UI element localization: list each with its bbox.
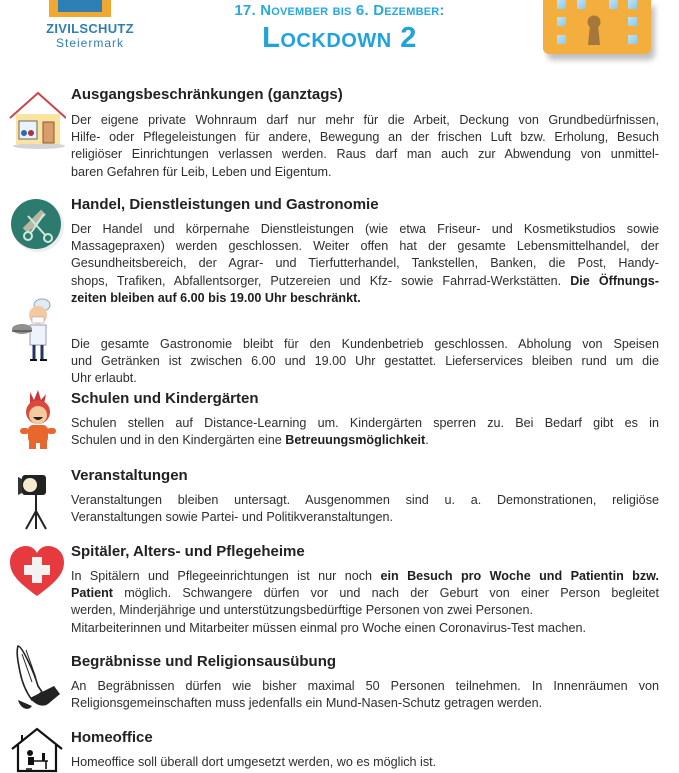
section-title: Homeoffice [71,729,153,746]
section-body [71,112,659,181]
house-icon [8,88,66,150]
body-line: Der eigene private Wohnraum darf nur mehr für die Arbeit, Deckung von Grundbedürfnissen, [71,113,659,127]
date-range: 17. November bis 6. Dezember: [234,2,445,19]
section-body [71,415,659,449]
section-title: Ausgangsbeschränkungen (ganztags) [71,86,343,103]
body-text: . [425,433,429,448]
bold-text: zeiten bleiben auf 6.00 bis 19.00 Uhr beschränkt. [71,290,361,305]
scissors-comb-icon [8,196,66,258]
body-line: und Getränken ist zwischen 6.00 und 19.00 Uhr gestattet. Lieferservices bleiben rund um die [71,354,659,369]
section-body [71,492,659,526]
spotlight-icon [8,467,66,533]
section-body [71,754,659,771]
child-icon [8,388,66,454]
keyhole-icon [586,15,602,47]
section-title: Handel, Dienstleistungen und Gastronomie [71,196,379,213]
body-line: Uhr erlaubt. [71,371,137,386]
praying-hands-icon [8,642,66,714]
body-line: Schulen stellen auf Distance-Learning um. Kindergärten sperren zu. Bei Bedarf gibt es in [71,416,659,430]
section-title: Veranstaltungen [71,467,188,484]
locked-building-icon [543,0,651,54]
body-line: Mitarbeiterinnen und Mitarbeiter müssen einmal pro Woche einen Coronavirus-Test machen. [71,620,586,635]
body-line: werden, Minderjährige und unterstützungsbedürftige Personen von zwei Personen. [71,603,534,618]
body-text: shops, Trafiken, Abfallentsorger, Putzereien und Kfz- sowie Fahrrad-Werkstätten. [71,273,571,288]
section-body [71,678,659,712]
body-line: Die gesamte Gastronomie bleibt für den Kundenbetrieb geschlossen. Abholung von Speisen [71,337,659,351]
body-text: Schulen und in den Kindergärten eine [71,433,286,448]
section-title: Schulen und Kindergärten [71,390,259,407]
body-line: Der Handel und körpernahe Dienstleistungen (wie etwa Friseur- und Kosmetikstudios sowie [71,222,659,236]
body-line: Hilfe- oder Pflegeleistungen für andere, Bewegung an der frischen Luft bzw. Erholung, Besuch [71,130,659,145]
section-title: Spitäler, Alters- und Pflegeheime [71,543,305,560]
logo-name: ZIVILSCHUTZ [46,21,134,36]
body-line: Massagepraxen) werden geschlossen. Weiter offen hat der gesamte Lebensmittelhandel, der [71,239,659,254]
body-line [71,290,659,307]
body-line [71,273,659,290]
header [0,0,679,75]
body-line: Homeoffice soll überall dort umgesetzt werden, wo es möglich ist. [71,755,437,769]
heart-cross-icon [8,542,66,604]
section-body [71,336,659,388]
body-text: möglich. Schwangere dürfen vor und nach der Geburt von einer Person begleitet [113,586,659,601]
section-body [71,221,659,307]
bold-text: Patient [71,586,113,601]
body-line [71,585,659,602]
bold-text: ein Besuch pro Woche und Patientin bzw. [380,569,659,583]
logo-region: Steiermark [55,36,124,50]
chef-icon [8,295,66,365]
section-body [71,568,659,637]
body-line: Veranstaltungen bleiben untersagt. Ausgenommen sind u. a. Demonstrationen, religiöse [71,493,659,507]
section-title: Begräbnisse und Religionsausübung [71,653,337,670]
bold-text: Die Öffnungs- [570,273,660,288]
body-line: Gesundheitsbereich, der Agrar- und Tierfutterhandel, Tankstellen, Banken, die Post, Handy- [71,256,659,271]
body-line: An Begräbnissen dürfen wie bisher maximal 50 Personen teilnehmen. In Innenräumen von [71,679,659,693]
body-line: Religionsgemeinschaften muss jedenfalls ein Mund-Nasen-Schutz getragen werden. [71,696,543,711]
body-line: Veranstaltungen sowie Partei- und Politikveranstaltungen. [71,510,394,525]
body-line [71,432,659,449]
body-text: In Spitälern und Pflegeeinrichtungen ist nur noch [71,569,381,583]
body-line: religiöser Einrichtungen verlassen werden. Raus darf man auch zur Abwendung von unmittel- [71,147,659,162]
body-line: baren Gefahren für Leib, Leben und Eigentum. [71,164,332,179]
body-line [71,568,659,585]
bold-text: Betreuungsmöglichkeit [285,433,426,448]
home-office-icon [8,727,66,773]
page-title: Lockdown 2 [262,22,417,54]
